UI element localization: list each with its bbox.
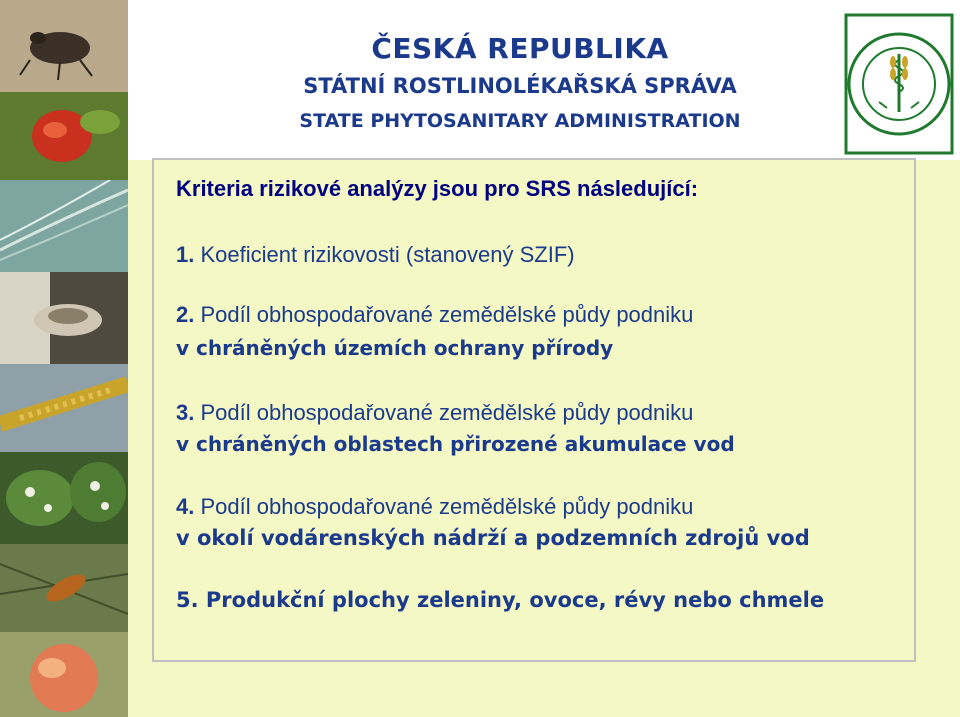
criterion-3-detail: v chráněných oblastech přirozené akumulace vod xyxy=(176,432,735,456)
criteria-heading: Kriteria rizikové analýzy jsou pro SRS následující: xyxy=(176,176,699,201)
peach-photo xyxy=(0,632,128,717)
criterion-text: Podíl obhospodařované zemědělské půdy podniku xyxy=(200,302,694,327)
criterion-text: Produkční plochy zeleniny, ovoce, révy nebo chmele xyxy=(205,588,825,612)
criterion-4 xyxy=(176,494,693,520)
criterion-text: Podíl obhospodařované zemědělské půdy podniku xyxy=(200,400,694,425)
pine-insect-photo xyxy=(0,544,128,633)
fungus-photo xyxy=(0,272,128,365)
criterion-2 xyxy=(176,302,693,328)
header-subtitle: STÁTNÍ ROSTLINOLÉKAŘSKÁ SPRÁVA xyxy=(303,74,737,98)
grass-photo xyxy=(0,180,128,273)
criteria-box xyxy=(152,158,916,662)
criterion-text: Koeficient rizikovosti (stanovený SZIF) xyxy=(200,242,575,267)
criterion-4-detail: v okolí vodárenských nádrží a podzemních zdrojů vod xyxy=(176,526,810,550)
criterion-3 xyxy=(176,400,693,426)
criterion-number: 2. xyxy=(176,302,195,327)
gall-photo xyxy=(0,92,128,181)
srs-logo xyxy=(843,12,955,156)
header-english-subtitle: STATE PHYTOSANITARY ADMINISTRATION xyxy=(299,110,741,132)
criterion-number: 1. xyxy=(176,242,195,267)
lichen-branch-photo xyxy=(0,364,128,453)
header-title: ČESKÁ REPUBLIKA xyxy=(371,32,669,65)
criterion-1 xyxy=(176,242,575,268)
criterion-5 xyxy=(176,588,824,612)
criterion-2-detail: v chráněných územích ochrany přírody xyxy=(176,336,614,360)
criterion-number: 3. xyxy=(176,400,195,425)
spotted-leaf-photo xyxy=(0,452,128,545)
photo-strip xyxy=(0,0,128,717)
weevil-photo xyxy=(0,0,128,93)
criterion-number: 4. xyxy=(176,494,195,519)
criterion-number: 5. xyxy=(176,588,199,612)
criterion-text: Podíl obhospodařované zemědělské půdy podniku xyxy=(200,494,694,519)
wheat-snake-emblem-icon xyxy=(843,12,955,156)
